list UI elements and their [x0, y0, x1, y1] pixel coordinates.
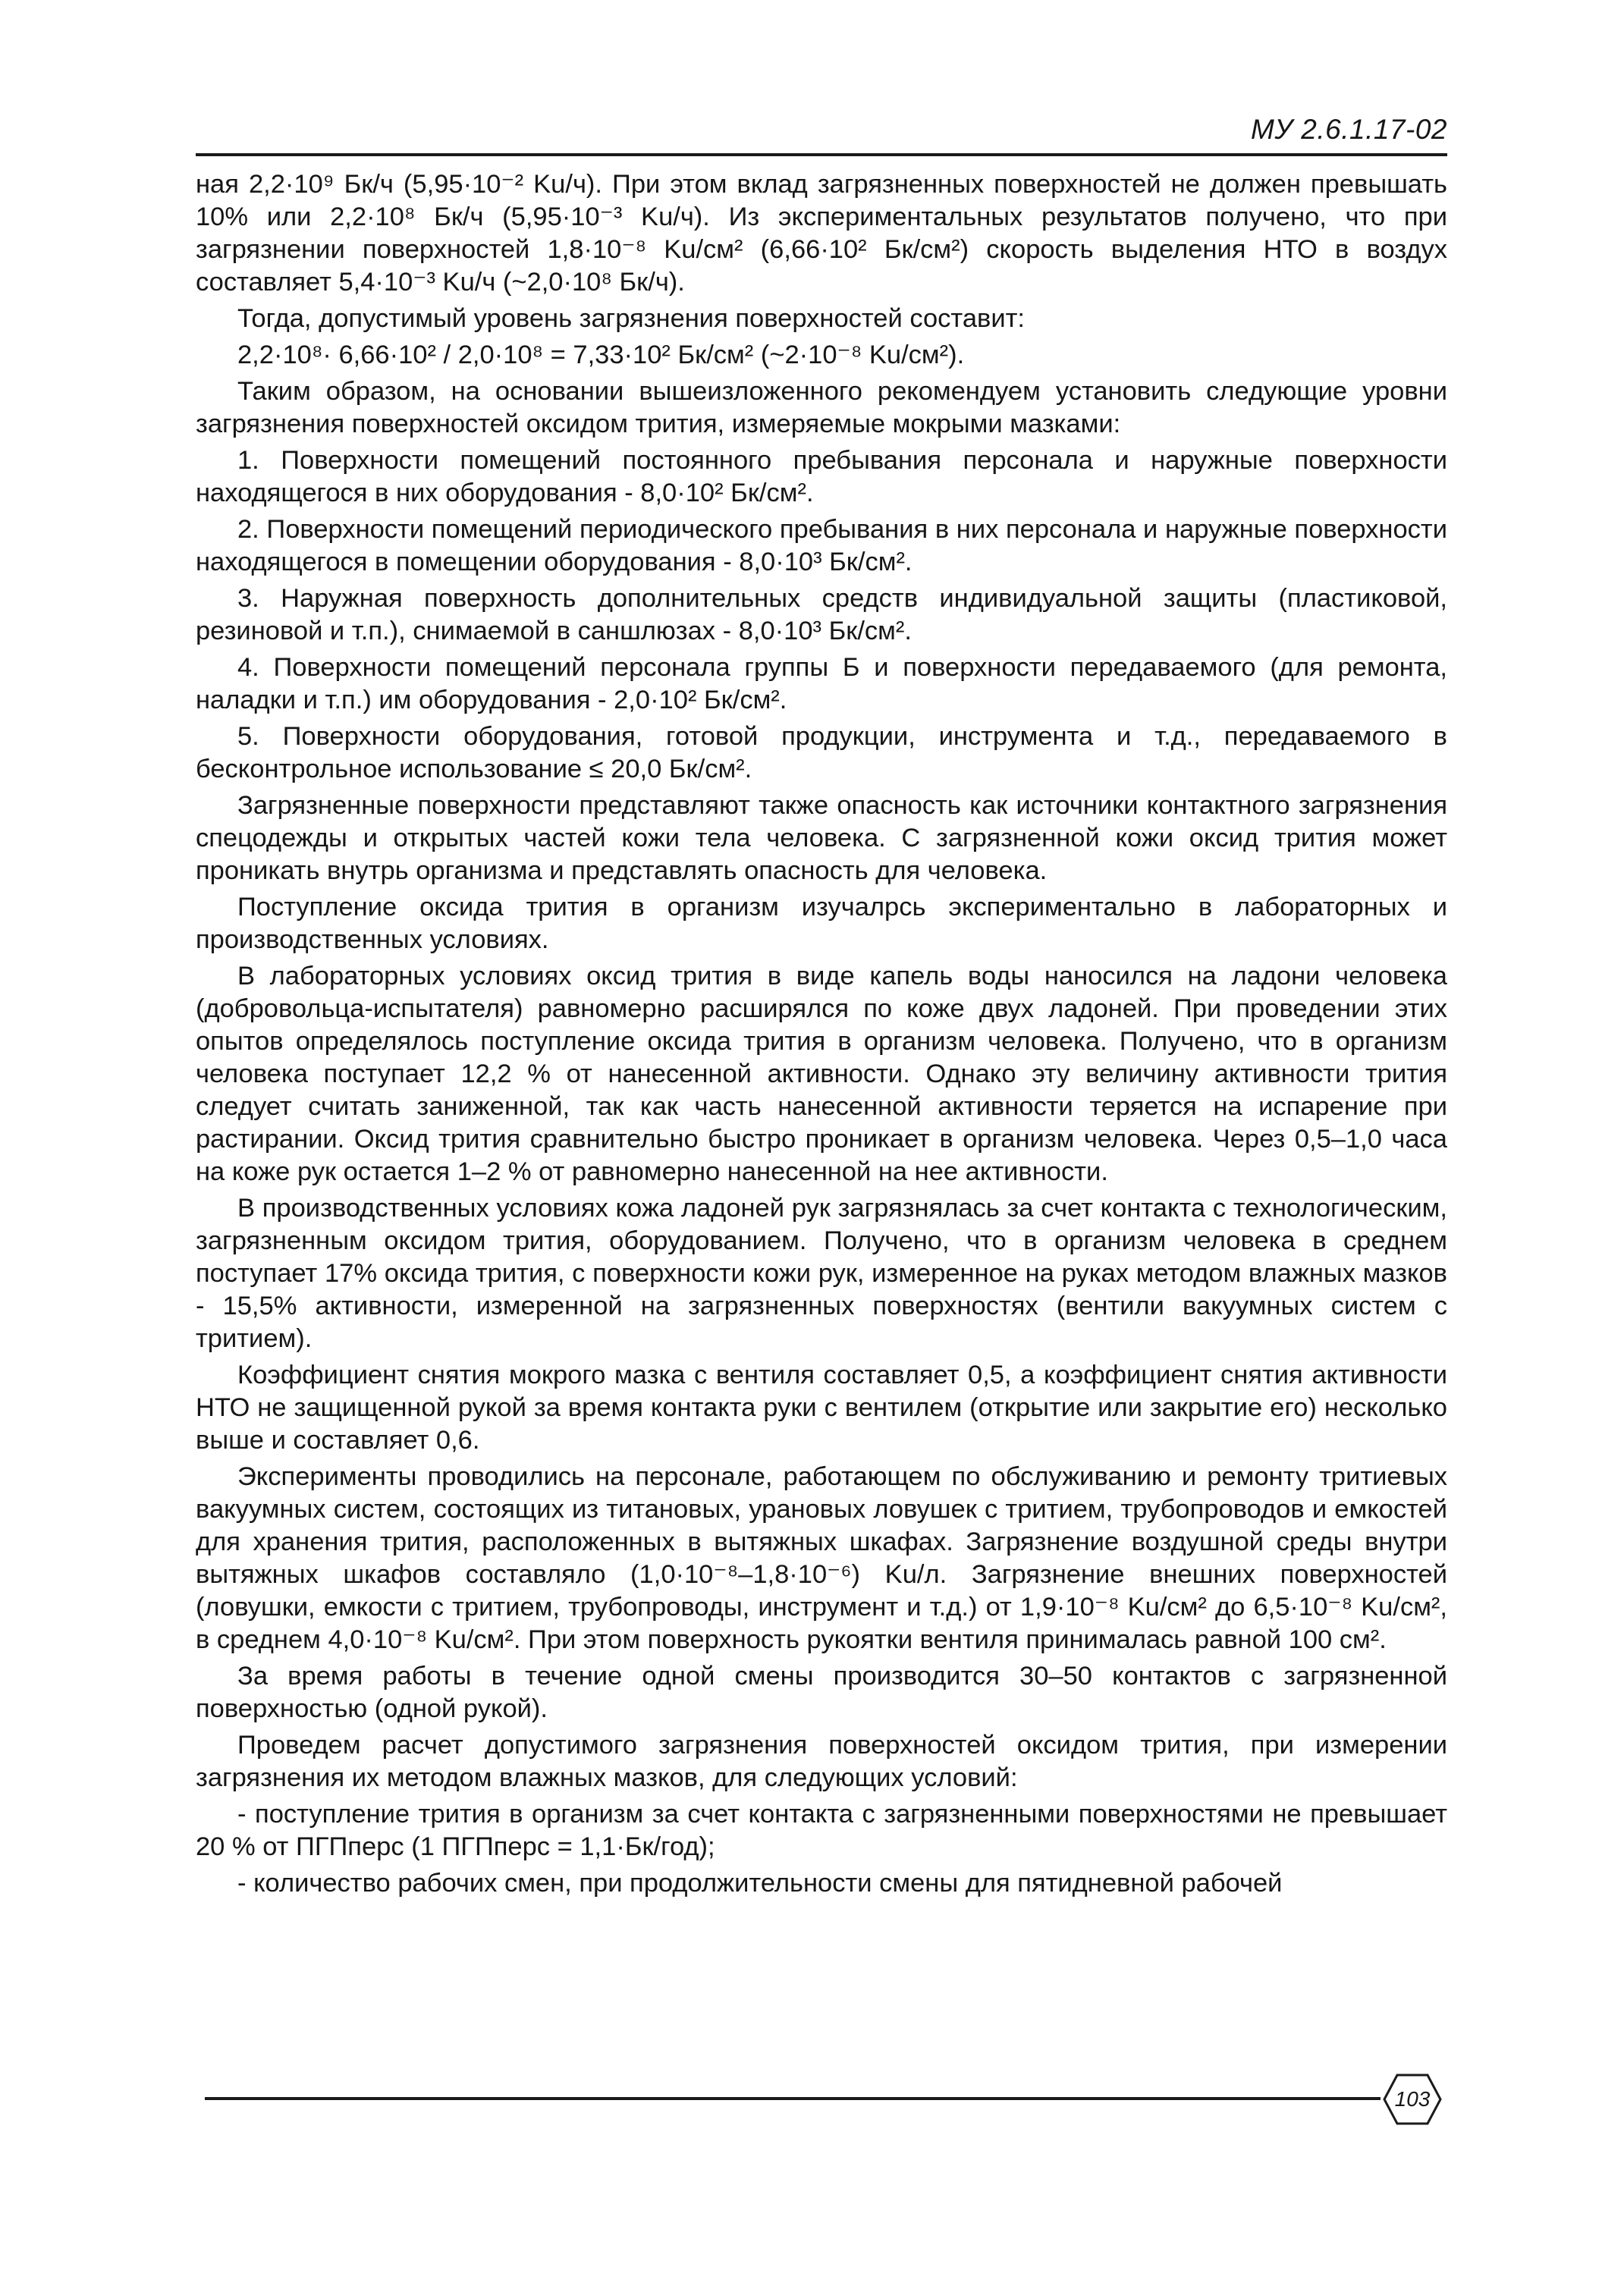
list-item: 4. Поверхности помещений персонала группы Б и поверхности передаваемого (для ремонта, наладки и т.п.) им оборудования - 2,0·10² Бк/см².	[196, 653, 1447, 714]
list-item: 2. Поверхности помещений периодического пребывания в них персонала и наружные поверхности находящегося в помещении оборудования - 8,0·10³ Бк/см².	[196, 515, 1447, 576]
paragraph: 2,2·10⁸· 6,66·10² / 2,0·10⁸ = 7,33·10² Бк/см² (~2·10⁻⁸ Ku/см²).	[237, 341, 965, 369]
document-code: МУ 2.6.1.17-02	[1251, 114, 1447, 145]
paragraph: ная 2,2·10⁹ Бк/ч (5,95·10⁻² Ku/ч). При этом вклад загрязненных поверхностей не должен превышать 10% или 2,2·10⁸ Бк/ч (5,95·10⁻³ Ku/ч). Из экспериментальных результатов получено, что при загрязнении поверхностей 1,8·10⁻⁸ Ku/см² (6,66·10² Бк/см²) скорость выделения НТО в воздух составляет 5,4·10⁻³ Ku/ч (~2,0·10⁸ Бк/ч).	[196, 170, 1447, 297]
paragraph: Тогда, допустимый уровень загрязнения поверхностей составит:	[237, 304, 1025, 333]
list-item: 5. Поверхности оборудования, готовой продукции, инструмента и т.д., передаваемого в бесконтрольное использование ≤ 20,0 Бк/см².	[196, 722, 1447, 783]
paragraph: Коэффициент снятия мокрого мазка с вентиля составляет 0,5, а коэффициент снятия активности НТО не защищенной рукой за время контакта руки с вентилем (открытие или закрытие его) несколько выше и составляет 0,6.	[196, 1361, 1447, 1455]
body-text	[196, 168, 1447, 1904]
footer-rule	[205, 2097, 1381, 2100]
paragraph: Поступление оксида трития в организм изучалрсь экспериментально в лабораторных и производственных условиях.	[196, 893, 1447, 954]
paragraph: Проведем расчет допустимого загрязнения поверхностей оксидом трития, при измерении загрязнения их методом влажных мазков, для следующих условий:	[196, 1731, 1447, 1792]
page-number: 103	[1394, 2087, 1431, 2111]
page-header	[196, 114, 1447, 156]
paragraph: В лабораторных условиях оксид трития в виде капель воды наносился на ладони человека (добровольца-испытателя) равномерно расширялся по коже двух ладоней. При проведении этих опытов определялось поступление оксида трития в организм человека. Получено, что в организм человека поступает 12,2 % от нанесенной активности. Однако эту величину активности трития следует считать заниженной, так как часть нанесенной активности теряется на испарение при растирании. Оксид трития сравнительно быстро проникает в организм человека. Через 0,5–1,0 часа на коже рук остается 1–2 % от равномерно нанесенной на нее активности.	[196, 962, 1447, 1186]
page-number-badge	[1382, 2073, 1443, 2126]
list-item: - количество рабочих смен, при продолжительности смены для пятидневной рабочей	[237, 1869, 1283, 1898]
paragraph: За время работы в течение одной смены производится 30–50 контактов с загрязненной поверхностью (одной рукой).	[196, 1662, 1447, 1723]
list-item: - поступление трития в организм за счет контакта с загрязненными поверхностями не превышает 20 % от ПГПперс (1 ПГПперс = 1,1·Бк/год);	[196, 1800, 1447, 1861]
paragraph: Эксперименты проводились на персонале, работающем по обслуживанию и ремонту тритиевых вакуумных систем, состоящих из титановых, урановых ловушек с тритием, трубопроводов и емкостей для хранения трития, расположенных в вытяжных шкафах. Загрязнение воздушной среды внутри вытяжных шкафов составляло (1,0·10⁻⁸–1,8·10⁻⁶) Ku/л. Загрязнение внешних поверхностей (ловушки, емкости с тритием, трубопроводы, инструмент и т.д.) от 1,9·10⁻⁸ Ku/см² до 6,5·10⁻⁸ Ku/см², в среднем 4,0·10⁻⁸ Ku/см². При этом поверхность рукоятки вентиля принималась равной 100 см².	[196, 1462, 1447, 1654]
paragraph: В производственных условиях кожа ладоней рук загрязнялась за счет контакта с технологическим, загрязненным оксидом трития, оборудованием. Получено, что в организм человека в среднем поступает 17% оксида трития, с поверхности кожи рук, измеренное на руках методом влажных мазков - 15,5% активности, измеренной на загрязненных поверхностях (вентили вакуумных систем с тритием).	[196, 1194, 1447, 1353]
list-item: 1. Поверхности помещений постоянного пребывания персонала и наружные поверхности находящегося в них оборудования - 8,0·10² Бк/см².	[196, 446, 1447, 507]
paragraph: Таким образом, на основании вышеизложенного рекомендуем установить следующие уровни загрязнения поверхностей оксидом трития, измеряемые мокрыми мазками:	[196, 377, 1447, 438]
paragraph: Загрязненные поверхности представляют также опасность как источники контактного загрязнения спецодежды и открытых частей кожи тела человека. С загрязненной кожи оксид трития может проникать внутрь организма и представлять опасность для человека.	[196, 791, 1447, 885]
list-item: 3. Наружная поверхность дополнительных средств индивидуальной защиты (пластиковой, резиновой и т.п.), снимаемой в саншлюзах - 8,0·10³ Бк/см².	[196, 584, 1447, 645]
